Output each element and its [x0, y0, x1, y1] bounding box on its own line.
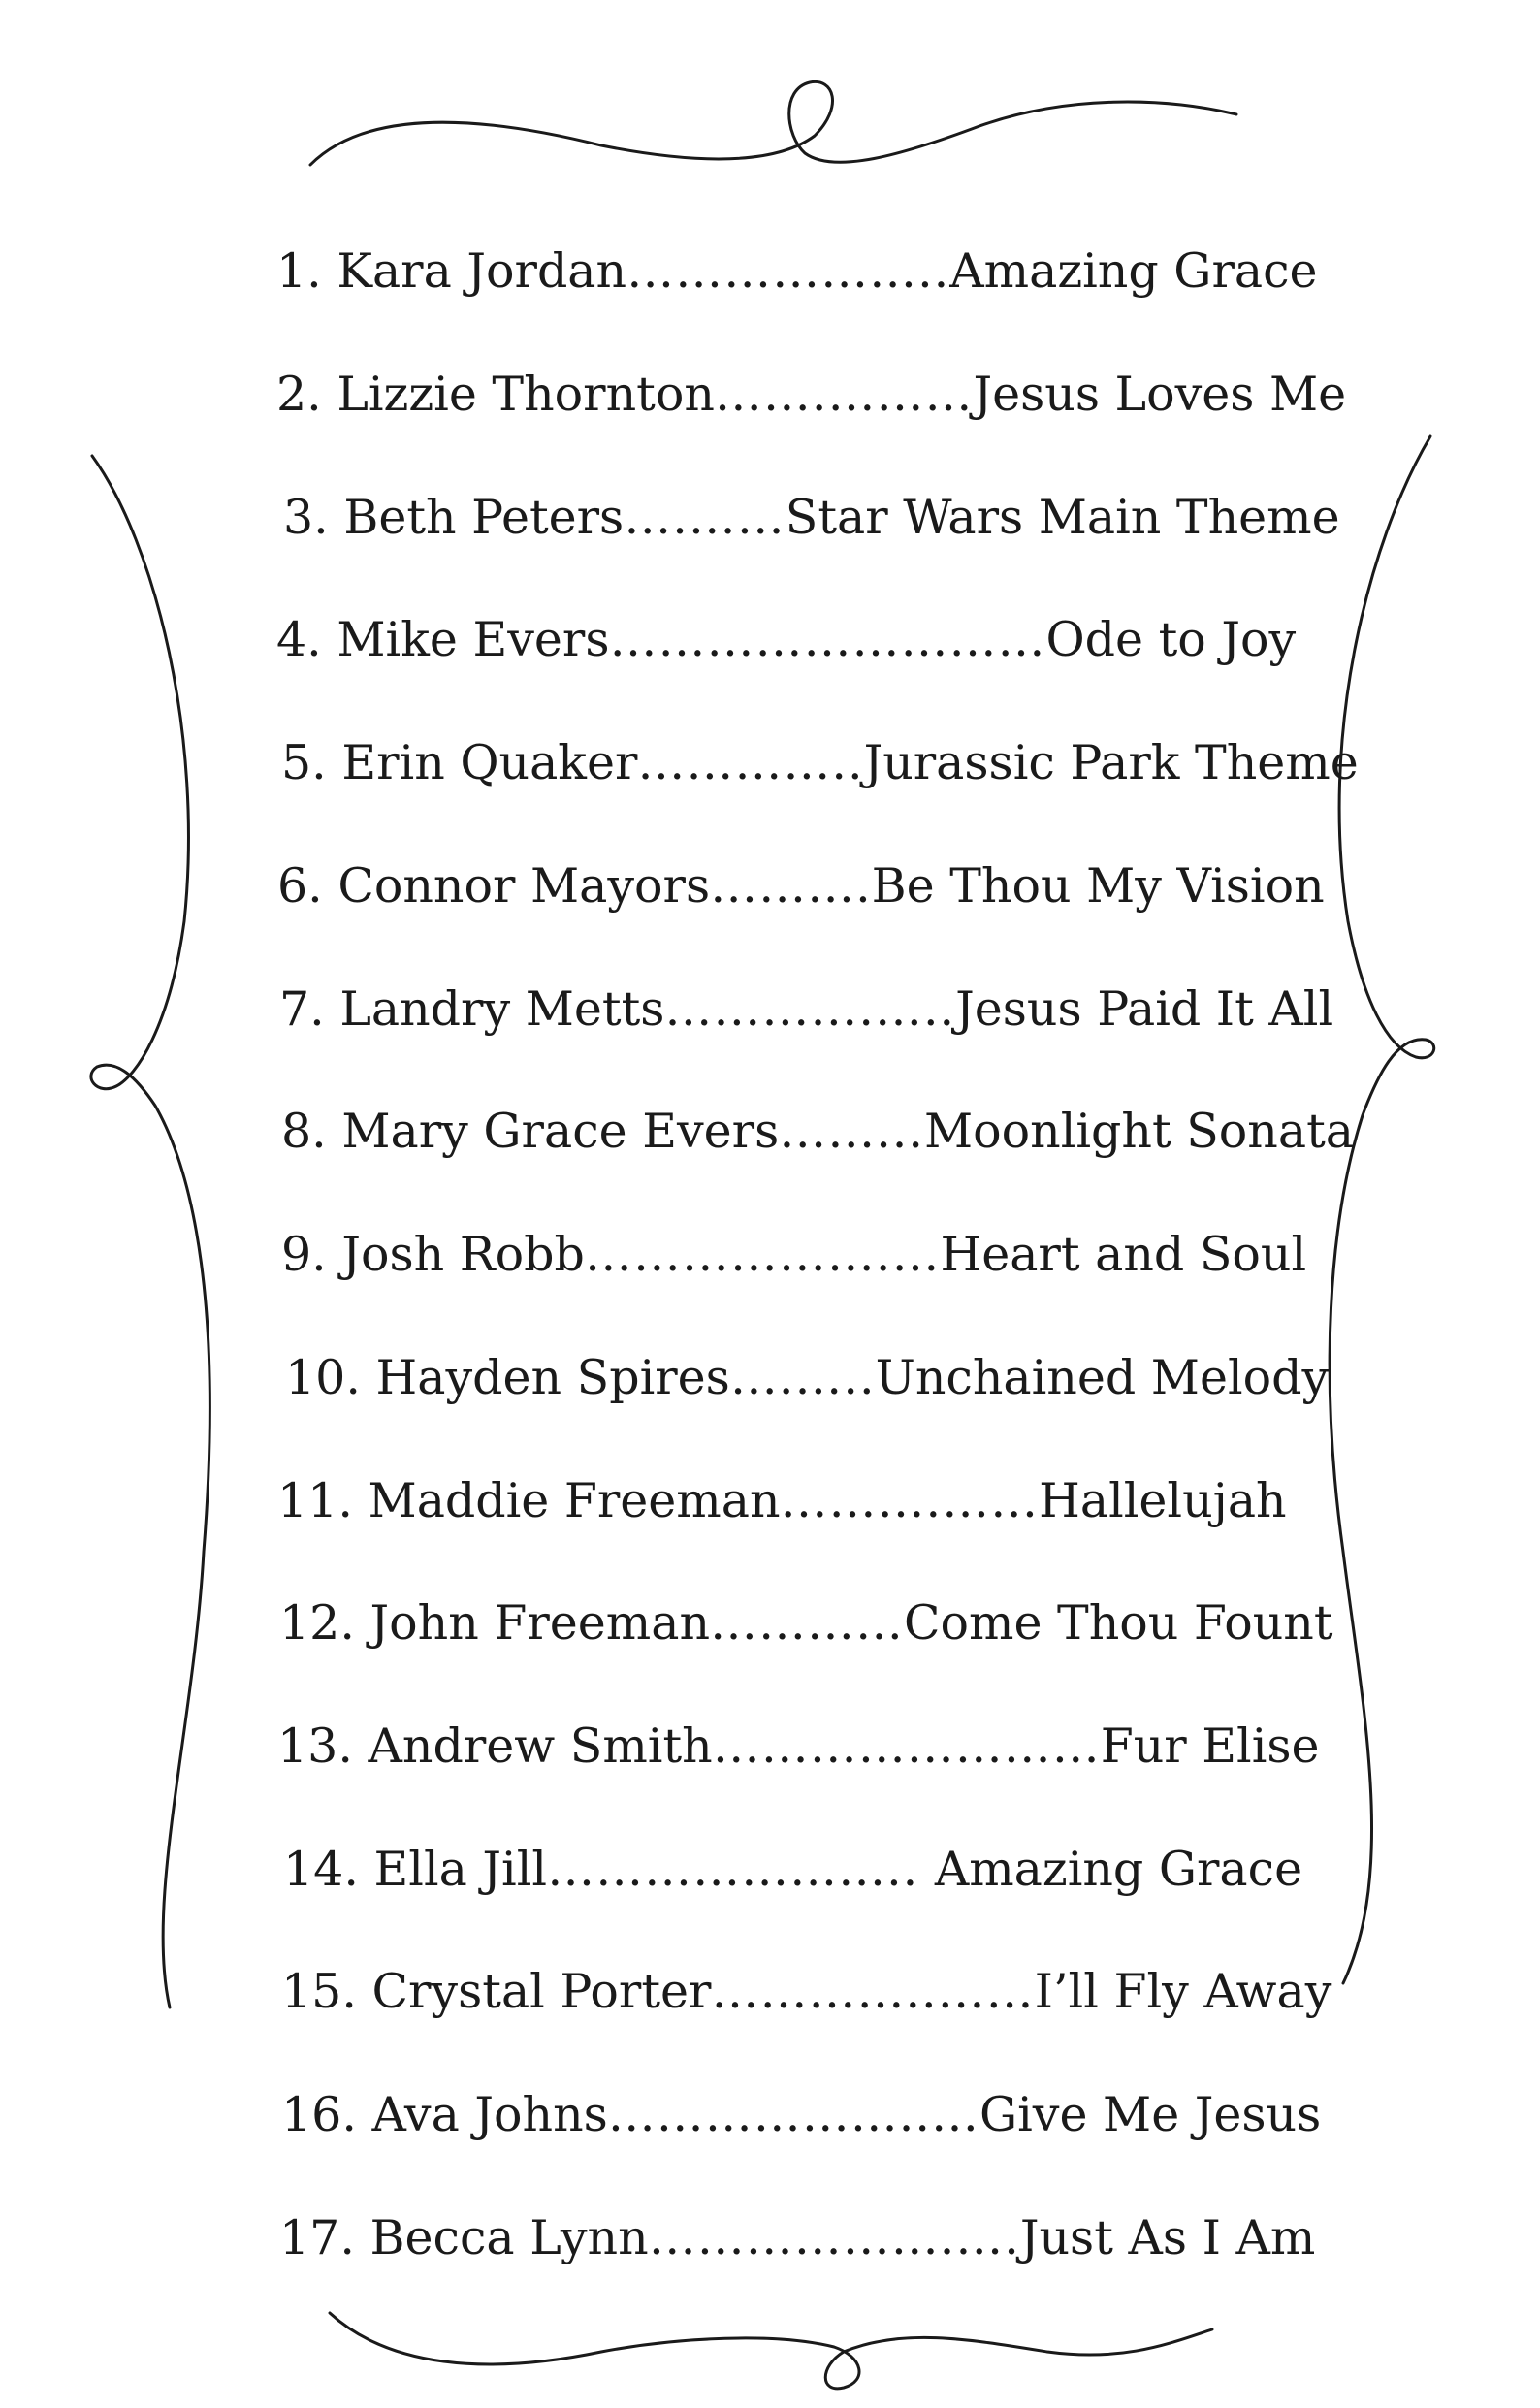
dot-leader: ……………………… — [609, 612, 1046, 667]
performer-number: 16. — [281, 2087, 357, 2142]
dot-leader: ………………..… — [607, 2087, 979, 2142]
performer-row — [262, 1953, 1332, 2031]
dot-leader: ……………….… — [584, 1227, 941, 1282]
performer-row — [262, 356, 1347, 433]
performer-number: 15. — [281, 1964, 357, 2019]
performer-name: Kara Jordan — [337, 243, 627, 299]
song-title: Jurassic Park Theme — [863, 735, 1359, 790]
performer-number: 2. — [276, 367, 322, 422]
performer-name: Josh Robb — [341, 1227, 585, 1282]
dot-leader: …………………… — [712, 1718, 1101, 1774]
dot-leader: …….……… — [714, 367, 974, 422]
performer-row — [262, 233, 1318, 310]
dot-leader: ………………….. — [547, 1842, 935, 1897]
performer-name: Erin Quaker — [341, 735, 638, 790]
performer-number: 1. — [276, 243, 322, 299]
performer-row — [262, 1339, 1330, 1417]
performer-number: 14. — [283, 1842, 359, 1897]
performer-name: Crystal Porter — [371, 1964, 712, 2019]
song-title: Fur Elise — [1100, 1718, 1320, 1774]
performer-name: Mike Evers — [337, 612, 610, 667]
performer-row — [262, 1462, 1287, 1540]
performer-number: 6. — [277, 858, 323, 914]
performer-row — [262, 848, 1325, 925]
performer-row — [262, 724, 1359, 802]
performer-name: Lizzie Thornton — [337, 367, 715, 422]
performer-row — [262, 971, 1334, 1048]
performer-name: Becca Lynn — [369, 2210, 649, 2265]
performer-row — [262, 1216, 1307, 1294]
song-title: Amazing Grace — [934, 1842, 1303, 1897]
recital-program-list — [262, 0, 1359, 2408]
performer-row — [262, 2076, 1322, 2154]
song-title: Heart and Soul — [940, 1227, 1307, 1282]
performer-row — [262, 1708, 1320, 1785]
performer-number: 13. — [277, 1718, 353, 1774]
dot-leader: ………… — [710, 1595, 905, 1651]
performer-number: 4. — [276, 612, 322, 667]
performer-number: 12. — [279, 1595, 355, 1651]
performer-name: Andrew Smith — [368, 1718, 713, 1774]
song-title: Jesus Paid It All — [955, 981, 1334, 1037]
performer-name: Hayden Spires — [375, 1350, 730, 1405]
song-title: Be Thou My Vision — [871, 858, 1325, 914]
performer-number: 10. — [285, 1350, 361, 1405]
song-title: Amazing Grace — [949, 243, 1318, 299]
performer-number: 5. — [281, 735, 327, 790]
song-title: Star Wars Main Theme — [785, 490, 1340, 545]
song-title: Unchained Melody — [875, 1350, 1330, 1405]
song-title: Ode to Joy — [1045, 612, 1297, 667]
song-title: Come Thou Fount — [904, 1595, 1333, 1651]
performer-row — [262, 1093, 1354, 1171]
dot-leader: ….….. — [729, 1350, 876, 1405]
song-title: Moonlight Sonata — [923, 1104, 1354, 1159]
right-bracket — [1330, 436, 1434, 1983]
dot-leader: ………. — [710, 858, 872, 914]
performer-name: Maddie Freeman — [368, 1473, 781, 1528]
dot-leader: ………….….. — [664, 981, 956, 1037]
performer-name: Mary Grace Evers — [341, 1104, 780, 1159]
performer-row — [262, 2199, 1316, 2277]
dot-leader: ………….. — [637, 735, 864, 790]
performer-number: 3. — [283, 490, 329, 545]
performer-number: 17. — [279, 2210, 355, 2265]
dot-leader: ……………….…. — [648, 2210, 1020, 2265]
song-title: Jesus Loves Me — [973, 367, 1347, 422]
performer-number: 11. — [277, 1473, 353, 1528]
performer-name: Beth Peters — [343, 490, 625, 545]
dot-leader: ……... — [779, 1104, 924, 1159]
performer-number: 9. — [281, 1227, 327, 1282]
dot-leader: ……………….. — [626, 243, 950, 299]
performer-name: Landry Metts — [339, 981, 665, 1037]
performer-row — [262, 479, 1340, 557]
dot-leader: …………..…… — [711, 1964, 1035, 2019]
song-title: Give Me Jesus — [979, 2087, 1322, 2142]
dot-leader: ….…… — [624, 490, 786, 545]
song-title: Hallelujah — [1039, 1473, 1287, 1528]
song-title: Just As I Am — [1019, 2210, 1316, 2265]
dot-leader: ……….…… — [780, 1473, 1040, 1528]
performer-name: John Freeman — [369, 1595, 711, 1651]
performer-row — [262, 1585, 1333, 1662]
performer-name: Ella Jill — [373, 1842, 548, 1897]
song-title: I’ll Fly Away — [1034, 1964, 1332, 2019]
left-bracket — [91, 456, 209, 2007]
performer-name: Ava Johns — [371, 2087, 608, 2142]
performer-row — [262, 601, 1297, 679]
performer-row — [262, 1831, 1303, 1909]
performer-name: Connor Mayors — [337, 858, 711, 914]
performer-number: 7. — [279, 981, 325, 1037]
performer-number: 8. — [281, 1104, 327, 1159]
